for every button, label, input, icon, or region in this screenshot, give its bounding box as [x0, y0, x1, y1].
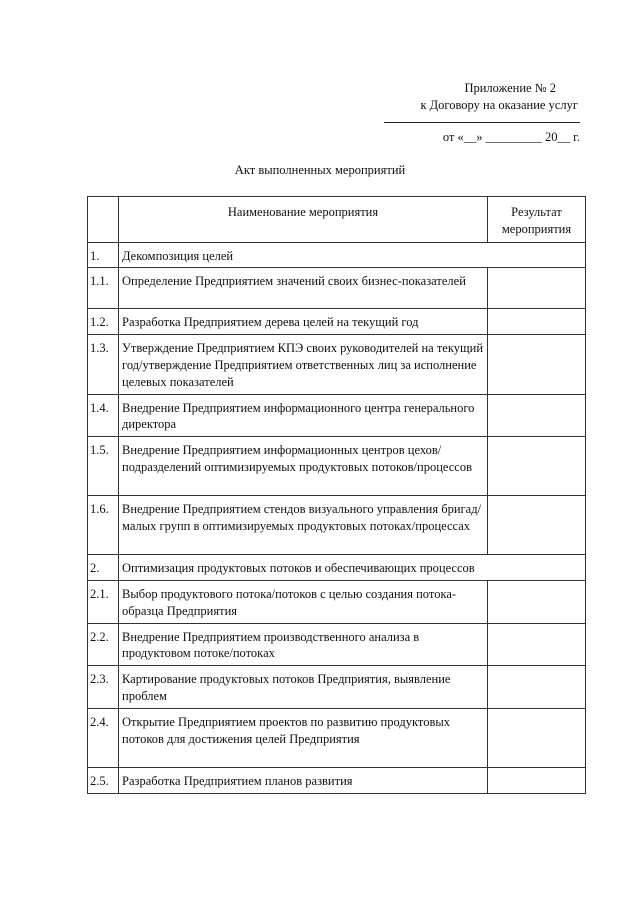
table-row — [88, 394, 586, 437]
activity-name: Открытие Предприятием проектов по развитию продуктовых потоков для достижения целей Предприятия — [119, 708, 488, 767]
activity-name: Внедрение Предприятием производственного анализа в продуктовом потоке/потоках — [119, 623, 488, 666]
table-row — [88, 708, 586, 767]
row-number: 2.3. — [88, 666, 119, 709]
result-cell[interactable] — [488, 437, 586, 496]
activity-name: Оптимизация продуктовых потоков и обеспечивающих процессов — [119, 555, 586, 581]
row-number: 2.2. — [88, 623, 119, 666]
activity-name: Картирование продуктовых потоков Предприятия, выявление проблем — [119, 666, 488, 709]
header-name-cell: Наименование мероприятия — [119, 197, 488, 243]
row-number: 1.3. — [88, 335, 119, 394]
section-row — [88, 242, 586, 268]
result-cell[interactable] — [488, 708, 586, 767]
row-number: 1.1. — [88, 268, 119, 309]
table-body — [88, 242, 586, 793]
table-row — [88, 437, 586, 496]
row-number: 1. — [88, 242, 119, 268]
row-number: 1.5. — [88, 437, 119, 496]
result-cell[interactable] — [488, 580, 586, 623]
activities-table — [87, 196, 586, 794]
activity-name: Выбор продуктового потока/потоков с целью создания потока-образца Предприятия — [119, 580, 488, 623]
header-number-cell — [88, 197, 119, 243]
appendix-header — [338, 80, 578, 114]
activity-name: Определение Предприятием значений своих бизнес-показателей — [119, 268, 488, 309]
table-row — [88, 309, 586, 335]
result-cell[interactable] — [488, 496, 586, 555]
table-row — [88, 580, 586, 623]
table-row — [88, 496, 586, 555]
signature-line — [384, 122, 580, 123]
activity-name: Внедрение Предприятием информационного центра генерального директора — [119, 394, 488, 437]
row-number: 1.2. — [88, 309, 119, 335]
appendix-number: Приложение № 2 — [464, 81, 556, 95]
activity-name: Разработка Предприятием дерева целей на текущий год — [119, 309, 488, 335]
result-cell[interactable] — [488, 767, 586, 793]
activity-name: Утверждение Предприятием КПЭ своих руководителей на текущий год/утверждение Предприятием ответственных лиц за исполнение целевых показателей — [119, 335, 488, 394]
section-row — [88, 555, 586, 581]
activity-name: Внедрение Предприятием информационных центров цехов/подразделений оптимизируемых продуктовых потоков/процессов — [119, 437, 488, 496]
row-number: 2. — [88, 555, 119, 581]
row-number: 2.1. — [88, 580, 119, 623]
activity-name: Внедрение Предприятием стендов визуального управления бригад/малых групп в оптимизируемых продуктовых потоках/процессах — [119, 496, 488, 555]
header-result-cell: Результат мероприятия — [488, 197, 586, 243]
contract-date: от «__» _________ 20__ г. — [442, 130, 580, 144]
table-row — [88, 623, 586, 666]
table-row — [88, 268, 586, 309]
activity-name: Декомпозиция целей — [119, 242, 586, 268]
activity-name: Разработка Предприятием планов развития — [119, 767, 488, 793]
row-number: 1.4. — [88, 394, 119, 437]
row-number: 2.5. — [88, 767, 119, 793]
table-header-row — [88, 197, 586, 243]
result-cell[interactable] — [488, 623, 586, 666]
row-number: 1.6. — [88, 496, 119, 555]
table-row — [88, 335, 586, 394]
result-cell[interactable] — [488, 268, 586, 309]
result-cell[interactable] — [488, 666, 586, 709]
row-number: 2.4. — [88, 708, 119, 767]
result-cell[interactable] — [488, 394, 586, 437]
result-cell[interactable] — [488, 309, 586, 335]
table-row — [88, 767, 586, 793]
document-title: Акт выполненных мероприятий — [234, 163, 406, 177]
contract-reference: к Договору на оказание услуг — [420, 98, 578, 112]
table-row — [88, 666, 586, 709]
result-cell[interactable] — [488, 335, 586, 394]
